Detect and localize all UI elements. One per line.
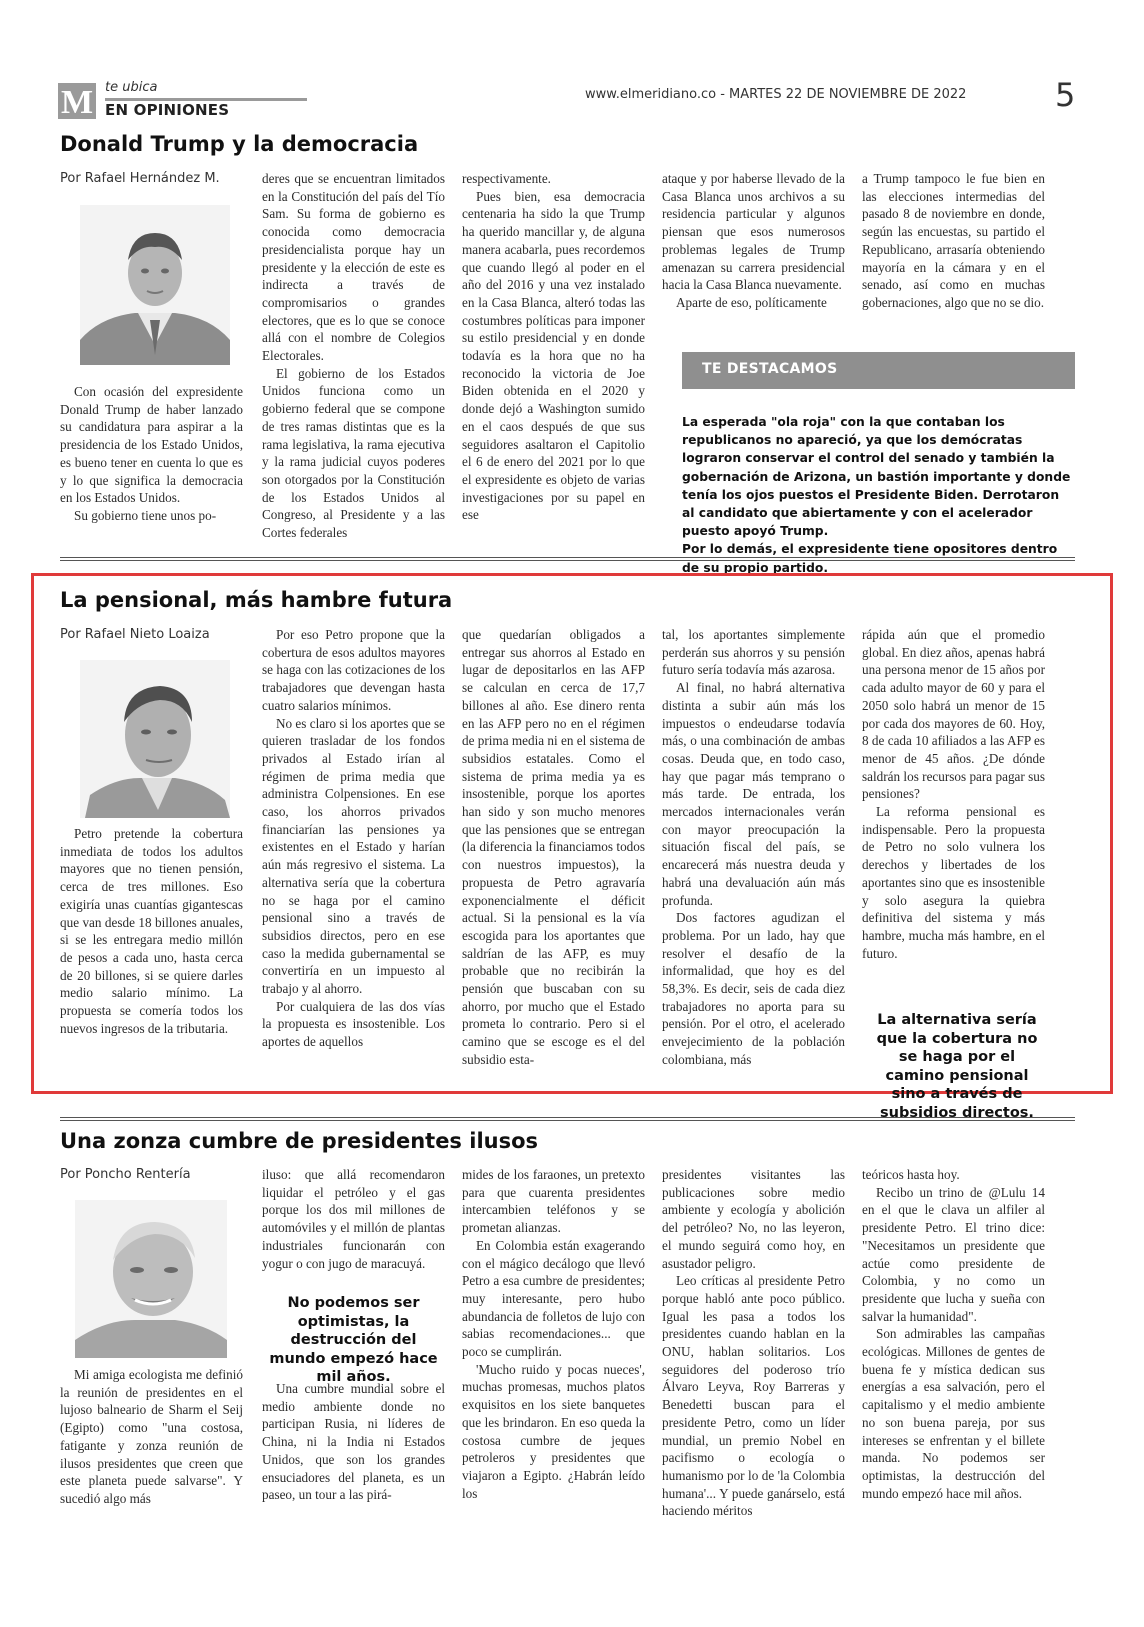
paragraph: En Colombia están exagerando con el mágico decálogo que llevó Petro a esa cumbre de presidentes; muy interesante, pero hubo abundancia de folletos de lujo con sabias recomendaciones... que poco se cumplirán. [462,1237,645,1360]
article3-column-3 [462,1166,645,1502]
author-photo-renteria [75,1200,227,1358]
paragraph: Al final, no habrá alternativa distinta a subir aún más los impuestos o endeudarse todavía más, o una combinación de ambas cosas. Deuda que, en todo caso, hay que pagar más temprano o más tarde. De entrada, los mercados internacionales verán con mayor preocupación la situación fiscal del país, se encarecerá más nuestra deuda y habrá una devaluación aún más profunda. [662,680,845,908]
paragraph: ataque y por haberse llevado de la Casa Blanca unos archivos a su residencia particular y algunos piensan que esos numerosos problemas legales de Trump amenazan su carrera presidencial hacia la Casa Blanca nuevamente. [662,171,845,293]
paragraph: Petro pretende la cobertura inmediata de todos los adultos mayores que no tienen pensión, cerca de tres millones. Eso exigiría unas cuantías gigantescas que van desde 18 billones anuales, si se les entregara medio millón de pesos a cada uno, hasta cerca de 20 billones, si se quiere darles medio salario mínimo. La propuesta se comería todos los nuevos ingresos de la tributaria. [60,826,243,1036]
paragraph: Pues bien, esa democracia centenaria ha sido la que Trump ha querido mancillar y, de alguna manera acabarla, pues recordemos que cuando llegó al poder en el año del 2016 y una vez instalado en la Casa Blanca, alteró todas las costumbres políticas para imponer su estilo presidencial y en donde todavía es la hora que no ha reconocido la victoria de Joe Biden obtenida en el 2020 y donde dejó a Washington sumido en el caos después de que sus seguidores asaltaron el Capitolio el 6 de enero del 2021 por lo que el expresidente es objeto de varias investigaciones por su papel en ese [462,188,645,523]
svg-text:M: M [60,84,94,119]
article1-title: Donald Trump y la democracia [60,132,419,156]
article2-column-2 [262,626,445,1051]
site-and-date: www.elmeridiano.co - MARTES 22 DE NOVIEMBRE DE 2022 [585,87,967,102]
newspaper-logo [58,83,96,119]
section-divider [60,1117,1075,1121]
logo-tagline: te ubica [105,80,158,95]
highlight-label: TE DESTACAMOS [702,361,838,377]
highlight-paragraph: Por lo demás, el expresidente tiene opositores dentro de su propio partido. [682,542,1058,575]
paragraph: La reforma pensional es indispensable. Pero la propuesta de Petro no solo vulnera los derechos y libertades de los aportantes sino que es insostenible y solo asegura la quiebra definitiva del sistema y más hambre, mucha más hambre, en el futuro. [862,804,1045,961]
paragraph: que quedarían obligados a entregar sus ahorros al Estado en lugar de depositarlos en las AFP se calculan en cerca de 17,7 billones al año. Ese dinero renta en las AFP pero no en el régimen de prima media ni en el sistema de subsidios estatales. Como el sistema de prima media ya es insostenible, porque los aportes han sido y son mucho menores que las pensiones que se entregan (la diferencia la financiamos todos con nuestros impuestos), la propuesta de Petro agravaría exponencialmente el déficit actual. Si la pensional es la vía escogida para los aportantes que saldrían de las AFP, es muy probable que no recibirán la pensión que buscaban con su ahorro, por mucho que el Estado prometa lo contrario. Pero si el camino que se escoge es el del subsidio esta- [462,627,645,1067]
article1-column-3 [462,170,645,524]
article3-pullquote: No podemos ser optimistas, la destrucción del mundo empezó hace mil años. [269,1295,438,1385]
section-name: EN OPINIONES [105,101,230,119]
paragraph: Con ocasión del expresidente Donald Trump de haber lanzado su candidatura para aspirar a la presidencia de los Estado Unidos, es bueno tener en cuenta lo que es y lo que significa la democracia en los Estados Unidos. [60,384,243,506]
paragraph: Son admirables las campañas ecológicas. Millones de gentes de buena fe y mística dedican sus energías a esa salvación, pero el capitalismo y el medio ambiente no son buena pareja, por sus intereses se enfrentan y el billete manda. No podemos ser optimistas, la destrucción del mundo empezó hace mil años. [862,1326,1045,1501]
article3-column-2 [262,1166,445,1272]
article1-byline: Por Rafael Hernández M. [60,171,220,186]
section-divider [60,557,1075,561]
article2-pullquote: La alternativa sería que la cobertura no se haga por el camino pensional sino a través de subsidios directos. [876,1012,1038,1121]
paragraph: rápida aún que el promedio global. En diez años, apenas habrá una persona menor de 15 años por cada adulto mayor de 60 y para el 2050 solo habrá un menor de 15 por cada dos mayores de 60. Hoy, 8 de cada 10 afiliados a las AFP es menor de 45 años. ¿De dónde saldrán los recursos para pagar sus pensiones? [862,627,1045,802]
paragraph: Recibo un trino de @Lulu 14 en el que le clava un alfiler al presidente Petro. El trino dice: "Necesitamos un presidente que actúe como presidente de Colombia, y no como un presidente que lucha y sueña con salvar la humanidad". [862,1184,1045,1324]
article3-column-2b [262,1380,445,1504]
paragraph: presidentes visitantes las publicaciones sobre medio ambiente y ecología y abolición del petróleo? No, no las leyeron, el mundo seguirá como hoy, en asustador peligro. [662,1167,845,1271]
article1-column-2 [262,170,445,542]
author-photo-hernandez [80,205,230,365]
article3-column-1 [60,1366,243,1508]
highlight-paragraph: La esperada "ola roja" con la que contaban los republicanos no apareció, ya que los demócratas lograron conservar el control del senado y también la gobernación de Arizona, un bastión importante y donde tenía los ojos puestos el Presidente Biden. Derrotaron al candidato que abiertamente y con el acelerador puesto apoyó Trump. [682,415,1071,539]
article3-byline: Por Poncho Rentería [60,1167,191,1182]
article3-column-5 [862,1166,1045,1502]
paragraph: El gobierno de los Estados Unidos funciona como un gobierno federal que se compone de tres ramas distintas que es la rama legislativa, la rama ejecutiva y la rama judicial cuyos poderes son otorgados por la Constitución de los Estados Unidos al Congreso, al Presidente y a las Cortes federales [262,365,445,541]
article2-title: La pensional, más hambre futura [60,588,453,612]
paragraph: respectivamente. [462,171,551,186]
article2-column-5 [862,626,1045,962]
paragraph: teóricos hasta hoy. [862,1167,960,1182]
paragraph: deres que se encuentran limitados en la Constitución del país del Tío Sam. Su forma de gobierno es conocida como democracia presidencialista porque hay un presidente y la elección de este es indirecta a través de compromisarios o grandes electores, que es lo que se conoce allá con el nombre de Colegios Electorales. [262,171,445,364]
article1-column-5 [862,170,1045,312]
article1-column-1 [60,383,243,525]
paragraph: iluso: que allá recomendaron liquidar el petróleo y el gas porque los dos mil millones de automóviles y el millón de plantas industriales funcionarán con yogur o con jugo de maracuyá. [262,1167,445,1271]
article2-column-3 [462,626,645,1069]
author-photo-nieto [80,660,230,818]
paragraph: Una cumbre mundial sobre el medio ambiente donde no participan Rusia, ni líderes de China, ni la India ni Estados Unidos, que son los grandes ensuciadores del planeta, es un paseo, un tour a las pirá- [262,1381,445,1503]
paragraph: Dos factores agudizan el problema. Por un lado, hay que resolver el desafío de la informalidad, que hoy es del 58,3%. Es decir, seis de cada diez trabajadores no aporta para su pensión. Por el otro, el acelerado envejecimiento de la población colombiana, más [662,910,845,1067]
article3-column-4 [662,1166,845,1520]
paragraph: Por cualquiera de las dos vías la propuesta es insostenible. Los aportes de aquellos [262,998,445,1050]
paragraph: Mi amiga ecologista me definió la reunión de presidentes en el lujoso balneario de Sharm el Seij (Egipto) como "una costosa, fatigante y zonza reunión de ilusos presidentes que creen que este planeta puede salvarse". Y sucedió algo más [60,1367,243,1506]
paragraph: No es claro si los aportes que se quieren trasladar de los fondos privados al Estado irían al régimen de prima media que administra Colpensiones. En ese caso, los ahorros privados financiarían las pensiones ya existentes en el Estado y harían aún más regresivo el sistema. La alternativa sería que la cobertura no se haga por el camino pensional sino a través de subsidios directos, pero en ese caso la medida gubernamental se convertiría en un impuesto al trabajo y al ahorro. [262,715,445,997]
paragraph: tal, los aportantes simplemente perderán sus ahorros y su pensión futuro sería todavía más azarosa. [662,627,845,678]
article2-column-4 [662,626,845,1069]
page-number: 5 [1055,76,1076,114]
highlight-banner [682,352,1075,389]
article2-column-1 [60,825,243,1037]
paragraph: Por eso Petro propone que la cobertura de esos adultos mayores se haga con las cotizaciones de los trabajadores que devengan hasta cuatro salarios mínimos. [262,627,445,713]
article2-byline: Por Rafael Nieto Loaiza [60,627,210,642]
paragraph: a Trump tampoco le fue bien en las elecciones intermedias del pasado 8 de noviembre en donde, según las encuestas, su partido el Republicano, arrasaría obteniendo mayoría en la cámara y en el senado, así como en muchas gobernaciones, algo que no se dio. [862,171,1045,310]
paragraph: 'Mucho ruido y pocas nueces', muchas promesas, muchos platos exquisitos en los siete banquetes que les brindaron. En eso queda la costosa cumbre de jeques petroleros y presidentes que viajaron a Egipto. ¿Habrán leído los [462,1361,645,1501]
paragraph: Leo críticas al presidente Petro porque habló ante poco público. Igual les pasa a todos los presidentes cuando hablan en la ONU, hablan solitarios. Los seguidores del poderoso trío Álvaro Leyva, Roy Barreras y Benedetti buscan para el presidente Petro, como un líder mundial, un premio Nobel en pacifismo o ecología o humanismo por lo de 'la Colombia humana'... Y puede ganárselo, está haciendo méritos [662,1273,845,1519]
article3-title: Una zonza cumbre de presidentes ilusos [60,1129,539,1153]
paragraph: Aparte de eso, políticamente [676,294,827,310]
highlight-text [682,413,1075,577]
paragraph: Su gobierno tiene unos po- [74,507,217,523]
paragraph: mides de los faraones, un pretexto para que cuarenta presidentes intercambien teléfonos y se prometan alianzas. [462,1167,645,1236]
article1-column-4 [662,170,845,312]
